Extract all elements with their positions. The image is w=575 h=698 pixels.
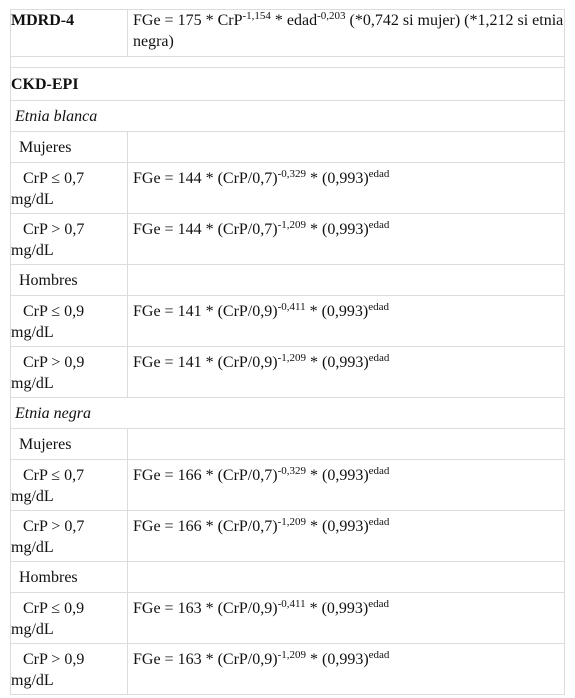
formula-cell: [128, 511, 564, 561]
creatinine-exponent: -1,209: [277, 352, 306, 364]
creatinine-condition: CrP > 0,9 mg/dL: [11, 651, 85, 689]
sex-row: [11, 265, 564, 296]
age-factor: * (0,993): [306, 221, 369, 238]
formula-cell: [128, 214, 564, 264]
sex-row: [11, 132, 564, 163]
creatinine-exponent: -0,411: [277, 598, 306, 610]
sex-row: [11, 562, 564, 593]
creatinine-exponent: -1,154: [242, 10, 271, 22]
age-factor: * (0,993): [306, 354, 369, 371]
formula-cell: [128, 296, 564, 346]
age-exponent: -0,203: [317, 10, 346, 22]
ethnicity-label: Etnia blanca: [15, 108, 98, 125]
formula-base: FGe = 141 * (CrP/0,9): [133, 354, 278, 371]
table-row: [11, 347, 564, 398]
formula-cell: [128, 347, 564, 397]
creatinine-exponent: -1,209: [277, 219, 306, 231]
formula-base: FGe = 144 * (CrP/0,7): [133, 170, 278, 187]
sex-label: Hombres: [19, 569, 78, 586]
creatinine-condition: CrP > 0,9 mg/dL: [11, 354, 85, 392]
formula-cell: [128, 163, 564, 213]
ethnicity-row: [11, 101, 564, 132]
table-row: [11, 296, 564, 347]
method-name: CKD-EPI: [11, 76, 79, 93]
age-exponent: edad: [368, 649, 390, 661]
creatinine-exponent: -0,411: [277, 301, 306, 313]
creatinine-condition: CrP ≤ 0,7 mg/dL: [11, 170, 85, 208]
condition-cell: [11, 163, 128, 213]
sex-label: Mujeres: [19, 436, 72, 453]
ethnicity-label: Etnia negra: [15, 405, 91, 422]
condition-cell: [11, 644, 128, 694]
creatinine-exponent: -1,209: [277, 516, 306, 528]
correction-factors: (*0,742 si mujer) (*1,212 si etnia negra): [133, 12, 564, 50]
creatinine-condition: CrP > 0,7 mg/dL: [11, 221, 85, 259]
ethnicity-row: [11, 398, 564, 429]
creatinine-condition: CrP ≤ 0,9 mg/dL: [11, 600, 85, 638]
condition-cell: [11, 347, 128, 397]
method-name: MDRD-4: [11, 12, 75, 29]
formula-base: FGe = 175 * CrP: [133, 12, 243, 29]
age-exponent: edad: [368, 219, 390, 231]
table-row-ckd-epi: [11, 68, 564, 101]
sex-cell: [11, 429, 128, 459]
age-exponent: edad: [368, 465, 390, 477]
sex-cell: [11, 132, 128, 162]
empty-cell: [128, 429, 564, 459]
age-factor: * (0,993): [305, 303, 369, 320]
formula-base: FGe = 166 * (CrP/0,7): [133, 467, 278, 484]
creatinine-condition: CrP ≤ 0,9 mg/dL: [11, 303, 85, 341]
formula-cell: [128, 10, 564, 56]
condition-cell: [11, 511, 128, 561]
age-factor: * (0,993): [306, 518, 369, 535]
creatinine-exponent: -1,209: [277, 649, 306, 661]
age-exponent: edad: [368, 168, 390, 180]
gfr-formulas-table: [10, 9, 565, 695]
spacer-cell: [11, 57, 564, 67]
formula-base: FGe = 163 * (CrP/0,9): [133, 651, 278, 668]
creatinine-condition: CrP ≤ 0,7 mg/dL: [11, 467, 85, 505]
empty-cell: [128, 132, 564, 162]
age-exponent: edad: [368, 352, 390, 364]
ethnicity-cell: [11, 101, 564, 131]
age-factor: * (0,993): [306, 651, 369, 668]
creatinine-exponent: -0,329: [277, 168, 306, 180]
method-cell: [11, 68, 564, 100]
table-row: [11, 511, 564, 562]
formula-base: FGe = 141 * (CrP/0,9): [133, 303, 278, 320]
method-cell: [11, 10, 128, 56]
sex-label: Hombres: [19, 272, 78, 289]
condition-cell: [11, 593, 128, 643]
table-row: [11, 163, 564, 214]
sex-row: [11, 429, 564, 460]
creatinine-exponent: -0,329: [277, 465, 306, 477]
condition-cell: [11, 214, 128, 264]
sex-cell: [11, 265, 128, 295]
table-row-mdrd4: [11, 10, 564, 57]
table-row: [11, 593, 564, 644]
table-row: [11, 644, 564, 695]
empty-cell: [128, 562, 564, 592]
formula-cell: [128, 644, 564, 694]
age-exponent: edad: [368, 598, 390, 610]
age-exponent: edad: [368, 516, 390, 528]
age-factor: * (0,993): [306, 170, 369, 187]
formula-cell: [128, 460, 564, 510]
formula-base: FGe = 144 * (CrP/0,7): [133, 221, 278, 238]
table-spacer-row: [11, 57, 564, 68]
formula-base: FGe = 163 * (CrP/0,9): [133, 600, 278, 617]
creatinine-condition: CrP > 0,7 mg/dL: [11, 518, 85, 556]
condition-cell: [11, 460, 128, 510]
formula-base: FGe = 166 * (CrP/0,7): [133, 518, 278, 535]
empty-cell: [128, 265, 564, 295]
ethnicity-cell: [11, 398, 564, 428]
table-row: [11, 214, 564, 265]
age-factor: * (0,993): [305, 600, 369, 617]
age-exponent: edad: [368, 301, 390, 313]
formula-cell: [128, 593, 564, 643]
age-factor: * (0,993): [306, 467, 369, 484]
condition-cell: [11, 296, 128, 346]
sex-cell: [11, 562, 128, 592]
age-term: * edad: [270, 12, 318, 29]
sex-label: Mujeres: [19, 139, 72, 156]
table-row: [11, 460, 564, 511]
